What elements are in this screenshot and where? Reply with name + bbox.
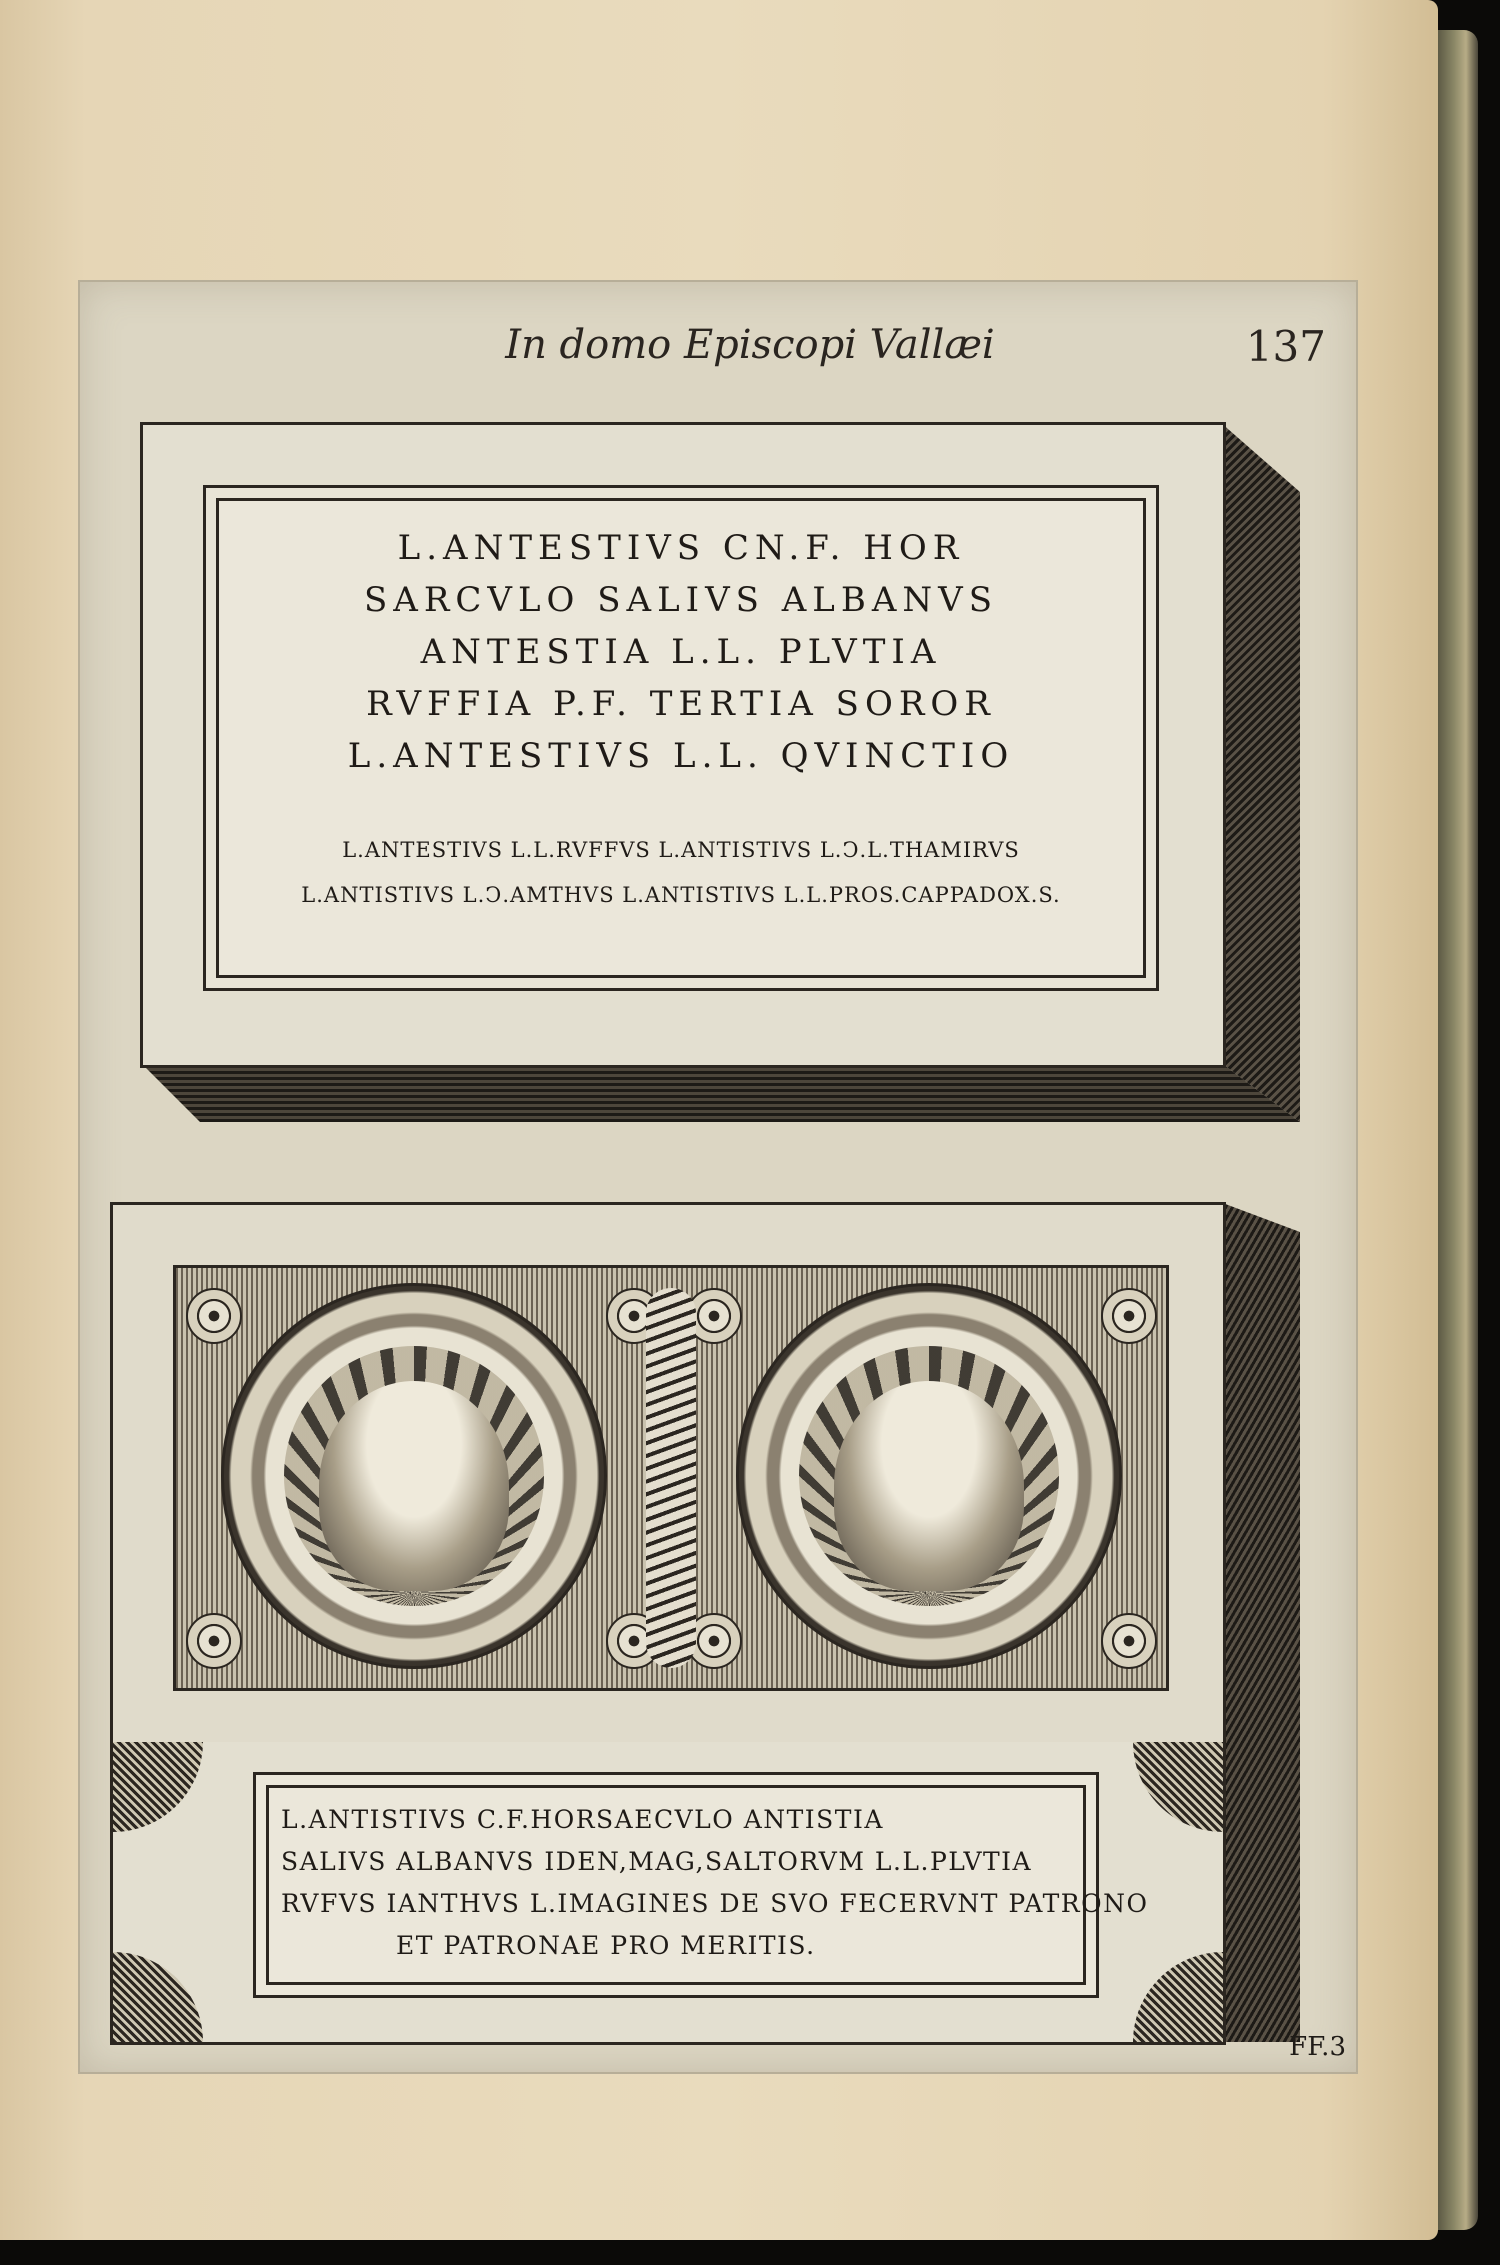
tablet-side-face — [1220, 422, 1300, 1122]
upper-inscription-panel — [203, 485, 1159, 991]
page-edge — [1438, 30, 1478, 2230]
signature-mark: FF.3 — [1289, 2032, 1346, 2062]
upper-tablet — [140, 422, 1240, 1062]
monument-side-face — [1220, 1202, 1300, 2042]
rosette-ornament — [1101, 1613, 1157, 1669]
plaque-line: SALIVS ALBANVS IDEN,MAG,SALTORVM L.L.PLVTIA — [281, 1847, 1033, 1876]
rosette-ornament — [1101, 1288, 1157, 1344]
corner-ornament — [1133, 1742, 1223, 1832]
monument-base — [110, 1742, 1226, 2045]
inscription-line: SARCVLO SALIVS ALBANVS — [363, 580, 999, 620]
tablet-bottom-face — [140, 1062, 1300, 1122]
plaque-line: RVFVS IANTHVS L.IMAGINES DE SVO FECERVNT PATRONO — [281, 1889, 1149, 1918]
corner-ornament — [1133, 1952, 1223, 2042]
portrait-relief — [173, 1265, 1169, 1691]
corner-ornament — [113, 1952, 203, 2042]
monument-relief-block — [110, 1202, 1226, 1748]
inscription-small-line: L.ANTESTIVS L.L.RVFFVS L.ANTISTIVS L.Ↄ.L.THAMIRVS — [342, 838, 1020, 862]
tablet-front-face — [140, 422, 1226, 1068]
inscription-line: L.ANTESTIVS L.L. QVINCTIO — [347, 736, 1015, 776]
female-bust — [834, 1381, 1024, 1591]
male-portrait-medallion — [221, 1283, 607, 1669]
garland-ornament — [646, 1288, 696, 1668]
engraved-plate — [78, 280, 1358, 2074]
lower-monument — [110, 1202, 1310, 2042]
inscription-line: ANTESTIA L.L. PLVTIA — [420, 632, 942, 672]
rosette-ornament — [186, 1288, 242, 1344]
inscription-small-line: L.ANTISTIVS L.Ↄ.AMTHVS L.ANTISTIVS L.L.PROS.CAPPADOX.S. — [301, 883, 1061, 907]
rosette-ornament — [186, 1613, 242, 1669]
page-number: 137 — [1245, 322, 1326, 371]
male-bust — [319, 1381, 509, 1591]
plate-header — [80, 322, 1356, 392]
female-portrait-medallion — [736, 1283, 1122, 1669]
plaque-line: L.ANTISTIVS C.F.HORSAECVLO ANTISTIA — [281, 1805, 884, 1834]
inscription-line: L.ANTESTIVS CN.F. HOR — [397, 528, 965, 568]
corner-ornament — [113, 1742, 203, 1832]
plaque-line: ET PATRONAE PRO MERITIS. — [396, 1931, 816, 1960]
inscription-line: RVFFIA P.F. TERTIA SOROR — [366, 684, 996, 724]
lower-inscription-plaque — [253, 1772, 1149, 1998]
plate-title: In domo Episcopi Vallæi — [505, 322, 995, 368]
